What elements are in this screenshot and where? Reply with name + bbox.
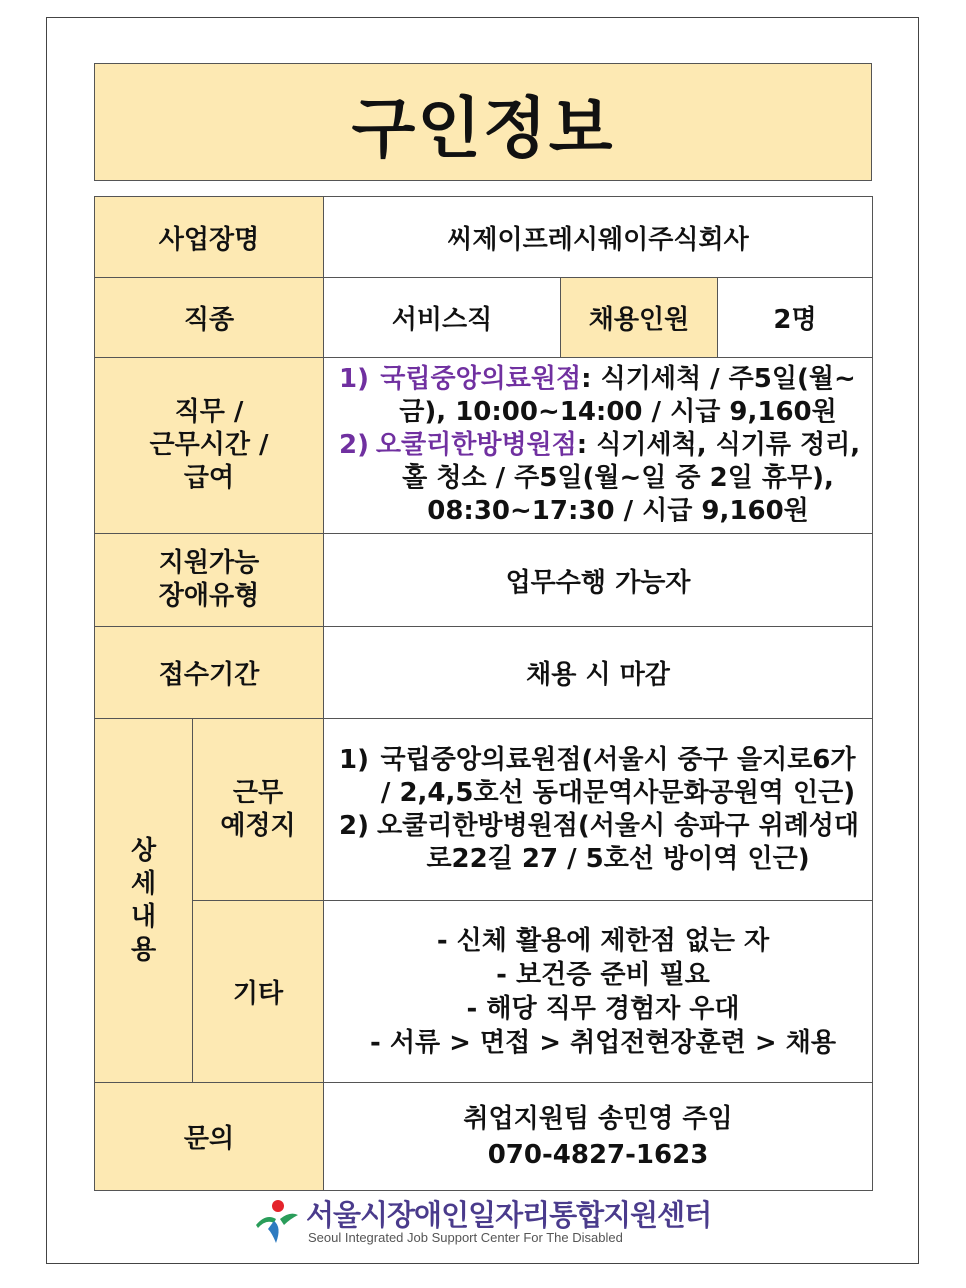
logo-name-english: Seoul Integrated Job Support Center For The Disabled xyxy=(308,1230,623,1245)
contact-line: 070-4827-1623 xyxy=(487,1139,709,1170)
duty-item-line: : 식기세척 / 주5일(월~ xyxy=(581,364,856,394)
hires-label: 채용인원 xyxy=(561,278,718,358)
period-value: 채용 시 마감 xyxy=(324,627,873,719)
etc-item: - 보건증 준비 필요 xyxy=(496,959,710,990)
duty-item-line: 홀 청소 / 주5일(월~일 중 2일 휴무), xyxy=(402,463,834,493)
duty-item-number: 2) xyxy=(339,430,369,460)
duty-item xyxy=(334,363,862,429)
duty-label xyxy=(95,358,324,534)
duty-item xyxy=(334,429,862,528)
workplace-item-line: 국립중앙의료원점(서울시 중구 을지로6가 xyxy=(380,744,856,775)
duty-item-line: 08:30~17:30 / 시급 9,160원 xyxy=(427,496,809,526)
disability-label xyxy=(95,534,324,627)
page-title: 구인정보 xyxy=(351,89,615,167)
duty-item-workplace: 오쿨리한방병원점 xyxy=(375,430,577,460)
workplace-value xyxy=(324,719,873,901)
disability-value: 업무수행 가능자 xyxy=(324,534,873,627)
etc-item: - 신체 활용에 제한점 없는 자 xyxy=(436,925,770,956)
details-label-char: 용 xyxy=(130,934,157,965)
duty-item-line: : 식기세척, 식기류 정리, xyxy=(576,430,861,460)
job-value: 서비스직 xyxy=(324,278,561,358)
contact-label: 문의 xyxy=(95,1083,324,1191)
workplace-item-line: 로22길 27 / 5호선 방이역 인근) xyxy=(426,843,810,874)
row-contact xyxy=(95,1083,873,1191)
details-label-char: 상 xyxy=(130,835,157,866)
row-company xyxy=(95,197,873,278)
logo-mark-icon xyxy=(252,1197,302,1245)
row-duty xyxy=(95,358,873,534)
etc-item: - 서류 > 면접 > 취업전현장훈련 > 채용 xyxy=(369,1027,837,1058)
disability-label-line: 장애유형 xyxy=(158,581,260,611)
etc-value xyxy=(324,901,873,1083)
company-value: 씨제이프레시웨이주식회사 xyxy=(324,197,873,278)
job-label: 직종 xyxy=(95,278,324,358)
company-label: 사업장명 xyxy=(95,197,324,278)
row-disability xyxy=(95,534,873,627)
title-banner xyxy=(94,63,872,181)
workplace-item-number: 1) xyxy=(339,744,369,775)
row-job xyxy=(95,278,873,358)
period-label: 접수기간 xyxy=(95,627,324,719)
etc-item: - 해당 직무 경험자 우대 xyxy=(466,993,740,1024)
duty-label-line: 직무 / xyxy=(174,397,244,427)
row-workplace xyxy=(95,719,873,901)
center-logo xyxy=(246,1193,726,1253)
disability-label-line: 지원가능 xyxy=(158,548,260,578)
workplace-item-number: 2) xyxy=(339,810,369,841)
duty-value xyxy=(324,358,873,534)
workplace-label xyxy=(193,719,324,901)
duty-item-line: 금), 10:00~14:00 / 시급 9,160원 xyxy=(399,397,837,427)
duty-item-number: 1) xyxy=(339,364,369,394)
workplace-label-line: 근무 xyxy=(232,777,284,808)
details-label xyxy=(95,719,193,1083)
workplace-item-line: 오쿨리한방병원점(서울시 송파구 위례성대 xyxy=(376,810,860,841)
details-label-char: 세 xyxy=(130,868,157,899)
contact-line: 취업지원팀 송민영 주임 xyxy=(463,1103,733,1134)
workplace-item xyxy=(334,744,862,810)
logo-name-korean: 서울시장애인일자리통합지원센터 xyxy=(306,1198,712,1232)
workplace-label-line: 예정지 xyxy=(220,810,296,841)
row-etc xyxy=(95,901,873,1083)
row-period xyxy=(95,627,873,719)
contact-value xyxy=(324,1083,873,1191)
workplace-item-line: / 2,4,5호선 동대문역사문화공원역 인근) xyxy=(380,777,856,808)
job-info-table xyxy=(94,196,873,1191)
workplace-item xyxy=(334,810,862,876)
etc-label: 기타 xyxy=(193,901,324,1083)
duty-label-line: 급여 xyxy=(183,463,235,493)
hires-value: 2명 xyxy=(718,278,873,358)
details-label-char: 내 xyxy=(130,901,157,932)
duty-label-line: 근무시간 / xyxy=(149,430,269,460)
duty-item-workplace: 국립중앙의료원점 xyxy=(380,364,582,394)
